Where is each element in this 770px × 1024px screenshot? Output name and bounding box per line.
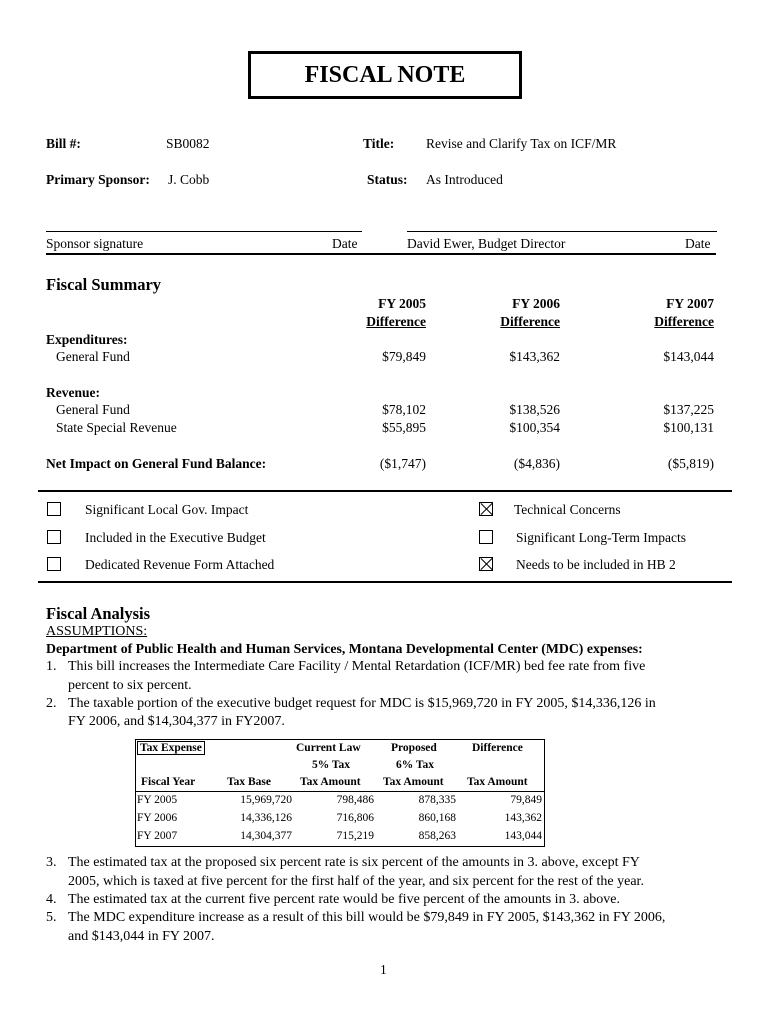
dedicated-revenue-label: Dedicated Revenue Form Attached	[85, 557, 275, 572]
sponsor-label: Primary Sponsor:	[46, 172, 150, 187]
row-2005-base: 15,969,720	[240, 794, 292, 806]
exp-general-fund-2007: $143,044	[663, 349, 714, 364]
header-proposed-pct: 6% Tax	[396, 759, 435, 771]
exec-budget-label: Included in the Executive Budget	[85, 530, 266, 545]
header-difference-tax-amount: Tax Amount	[467, 776, 528, 788]
director-signature-line	[407, 231, 717, 232]
hb2-checkbox[interactable]	[479, 557, 493, 571]
long-term-checkbox[interactable]	[479, 530, 493, 544]
row-2007-base: 14,304,377	[240, 830, 292, 842]
technical-concerns-label: Technical Concerns	[514, 502, 621, 517]
checkbox-bottom-rule	[38, 581, 732, 583]
date-label-1: Date	[332, 236, 358, 251]
local-gov-checkbox[interactable]	[47, 502, 61, 516]
row-2006-year: FY 2006	[137, 812, 178, 824]
row-2007-current: 715,219	[336, 830, 374, 842]
dedicated-revenue-checkbox[interactable]	[47, 557, 61, 571]
title-value: Revise and Clarify Tax on ICF/MR	[426, 136, 617, 151]
exp-general-fund-label: General Fund	[56, 349, 130, 364]
rev-ssr-2007: $100,131	[663, 420, 714, 435]
assumption-2-line1: The taxable portion of the executive budget request for MDC is $15,969,720 in FY 2005, $14,336,126 in	[68, 696, 656, 711]
assumption-3-line1: The estimated tax at the proposed six percent rate is six percent of the amounts in 3. above, except FY	[68, 855, 640, 870]
header-fiscal-year: Fiscal Year	[141, 776, 196, 788]
rev-general-fund-label: General Fund	[56, 402, 130, 417]
fiscal-summary-heading: Fiscal Summary	[46, 275, 162, 294]
row-2007-difference: 143,044	[504, 830, 542, 842]
table-header-rule	[136, 791, 544, 792]
technical-concerns-checkbox[interactable]	[479, 502, 493, 516]
assumption-5-line2: and $143,044 in FY 2007.	[68, 929, 215, 944]
header-proposed-tax-amount: Tax Amount	[383, 776, 444, 788]
net-impact-2005: ($1,747)	[379, 456, 426, 471]
header-tax-base: Tax Base	[227, 776, 271, 788]
row-2005-current: 798,486	[336, 794, 374, 806]
assumption-3-num: 3.	[46, 855, 57, 870]
rev-general-fund-2005: $78,102	[382, 402, 426, 417]
sponsor-value: J. Cobb	[168, 172, 210, 187]
director-label: David Ewer, Budget Director	[407, 236, 566, 251]
rev-ssr-2005: $55,895	[382, 420, 426, 435]
header-difference: Difference	[472, 742, 523, 754]
hb2-label: Needs to be included in HB 2	[516, 557, 676, 572]
local-gov-label: Significant Local Gov. Impact	[85, 502, 249, 517]
assumption-1-line2: percent to six percent.	[68, 678, 192, 693]
col-diff-2005: Difference	[366, 314, 426, 329]
long-term-label: Significant Long-Term Impacts	[516, 530, 687, 545]
header-current-pct: 5% Tax	[312, 759, 351, 771]
department-heading: Department of Public Health and Human Services, Montana Developmental Center (MDC) expenses:	[46, 641, 643, 656]
col-fy-2006: FY 2006	[512, 296, 560, 311]
expenditures-label: Expenditures:	[46, 332, 128, 347]
exec-budget-checkbox[interactable]	[47, 530, 61, 544]
exp-general-fund-2005: $79,849	[382, 349, 426, 364]
assumption-3-line2: 2005, which is taxed at five percent for the first half of the year, and six percent for the rest of the year.	[68, 874, 644, 889]
sponsor-signature-line	[46, 231, 362, 232]
assumption-1-line1: This bill increases the Intermediate Care Facility / Mental Retardation (ICF/MR) bed fee rate from five	[68, 659, 646, 674]
net-impact-label: Net Impact on General Fund Balance:	[46, 456, 267, 471]
header-current-law: Current Law	[296, 742, 361, 754]
row-2006-difference: 143,362	[504, 812, 542, 824]
col-fy-2007: FY 2007	[666, 296, 714, 311]
exp-general-fund-2006: $143,362	[509, 349, 560, 364]
row-2005-proposed: 878,335	[418, 794, 456, 806]
row-2007-proposed: 858,263	[418, 830, 456, 842]
tax-expense-label: Tax Expense	[137, 741, 205, 755]
assumption-4-num: 4.	[46, 892, 57, 907]
row-2006-proposed: 860,168	[418, 812, 456, 824]
assumption-1-num: 1.	[46, 659, 57, 674]
status-label: Status:	[367, 172, 408, 187]
sponsor-signature-label: Sponsor signature	[46, 236, 144, 251]
assumption-5-line1: The MDC expenditure increase as a result of this bill would be $79,849 in FY 2005, $143,362 in FY 2006,	[68, 910, 666, 925]
bill-number: SB0082	[166, 136, 210, 151]
bill-label: Bill #:	[46, 136, 81, 151]
col-diff-2007: Difference	[654, 314, 714, 329]
assumption-2-line2: FY 2006, and $14,304,377 in FY2007.	[68, 714, 285, 729]
header-proposed: Proposed	[391, 742, 437, 754]
page-number: 1	[380, 962, 387, 977]
page-title: FISCAL NOTE	[248, 51, 522, 99]
rev-ssr-label: State Special Revenue	[56, 420, 177, 435]
net-impact-2006: ($4,836)	[513, 456, 560, 471]
title-label: Title:	[363, 136, 395, 151]
assumptions-heading: ASSUMPTIONS:	[46, 624, 148, 639]
rev-ssr-2006: $100,354	[509, 420, 560, 435]
rev-general-fund-2006: $138,526	[509, 402, 560, 417]
assumption-4-line1: The estimated tax at the current five percent rate would be five percent of the amounts in 3. above.	[68, 892, 621, 907]
date-label-2: Date	[685, 236, 711, 251]
revenue-label: Revenue:	[46, 385, 100, 400]
assumption-5-num: 5.	[46, 910, 57, 925]
status-value: As Introduced	[426, 172, 503, 187]
row-2006-current: 716,806	[336, 812, 374, 824]
col-fy-2005: FY 2005	[378, 296, 426, 311]
row-2006-base: 14,336,126	[240, 812, 292, 824]
row-2007-year: FY 2007	[137, 830, 178, 842]
row-2005-year: FY 2005	[137, 794, 178, 806]
net-impact-2007: ($5,819)	[667, 456, 714, 471]
rev-general-fund-2007: $137,225	[663, 402, 714, 417]
header-current-tax-amount: Tax Amount	[300, 776, 361, 788]
col-diff-2006: Difference	[500, 314, 560, 329]
divider	[46, 253, 716, 255]
row-2005-difference: 79,849	[510, 794, 542, 806]
assumption-2-num: 2.	[46, 696, 57, 711]
fiscal-analysis-heading: Fiscal Analysis	[46, 604, 151, 623]
tax-expense-table	[135, 739, 545, 847]
checkbox-top-rule	[38, 490, 732, 492]
